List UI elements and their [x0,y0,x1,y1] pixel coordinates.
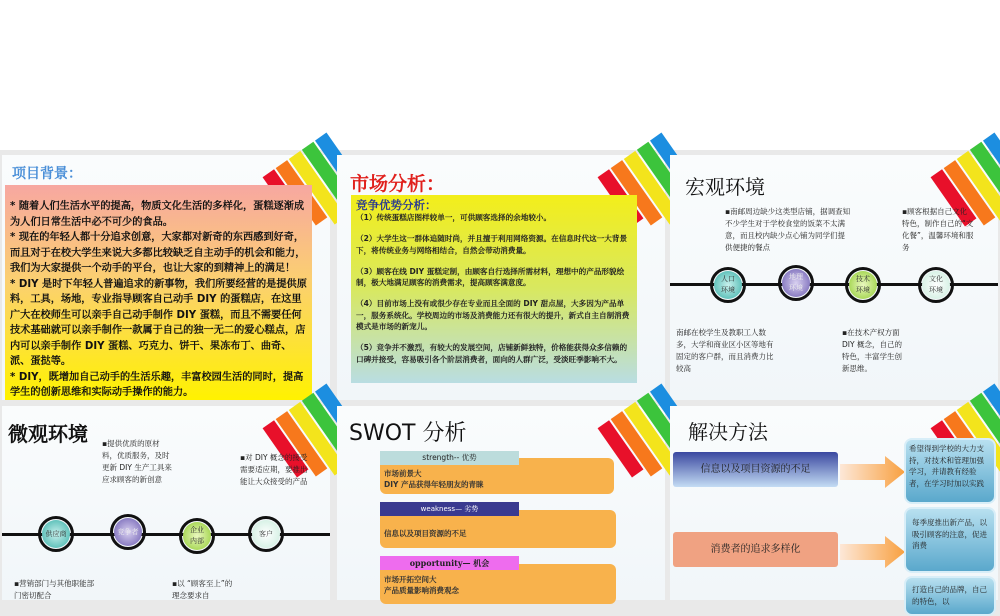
slide-thumbnail-3[interactable] [670,155,998,400]
subtitle: 竞争优势分析： [356,198,437,212]
content-box [351,195,637,383]
paragraph: * DIY 是时下年轻人普遍追求的新事物，我们所要经营的是提供原料，工具，场地，专业指导顾客自己动手 DIY 的蛋糕店，在这里广大在校师生可以亲手自己动手制作 DIY 蛋糕，而且不需要任何技术基础就可以亲手制作一款属于自己的独一无二的爱心糕点，店内可以亲手制作 DIY 蛋糕、巧克力、饼干、果冻布丁、曲奇、派、蛋挞等。 [10,278,307,367]
swot-box-strength: 市场前景大 DIY 产品获得年轻朋友的青睐 [380,458,614,494]
note: ▪南邮周边缺少这类型店铺，据调查知不少学生对于学校食堂的饭菜不太满意，而且校内缺少点心铺为同学们提供便捷的餐点 [725,207,851,252]
blank-top-area [0,0,1000,150]
list-item: （4）目前市场上没有或很少存在专业而且全面的 DIY 甜点屋，大多因为产品单一，服务系统化。学校周边的市场及消费能力还有很大的提升，新式自主自制消费模式是市场的新宠儿。 [356,299,630,332]
timeline-node: 技术 环境 [845,267,881,303]
note: ▪提供优质的原材料，优质服务，及时更新 DIY 生产工具来应求顾客的新创意 [102,439,172,484]
timeline-node: 企业 内部 [179,518,215,554]
note: ▪在技术产权方面 DIY 概念，自己的特色，丰富学生创新思维。 [842,328,902,373]
slide-title: 解决方法 [688,420,768,444]
note: ▪以 “顾客至上”的理念要求自 [172,579,233,600]
slide-thumbnail-2[interactable] [337,155,665,400]
list-item: （2）大学生这一群体追随时尚，并且擅于利用网络资源。在信息时代这一大背景下，将传统业务与网络相结合，自然会带动消费量。 [356,234,628,255]
swot-label-strength: strength-- 优势 [380,451,519,465]
slide-thumbnail-1[interactable] [2,155,330,400]
content-box [5,185,312,400]
list-item: （1）传统蛋糕店图样较单一，可供顾客选择的余地较小。 [356,213,552,222]
slide-title: SWOT 分析 [349,421,467,446]
slide-thumbnail-4[interactable] [2,406,330,600]
paragraph: * 随着人们生活水平的提高，物质文化生活的多样化，蛋糕逐渐成为人们日常生活中必不可少的食品。 [10,201,305,228]
paragraph: * 现在的年轻人都十分追求创意，大家都对新奇的东西感到好奇，而且对于在校大学生来说大多都比较缺乏自主动手的机会和能力，我们为大家提供一个动手的平台，也让大家的到精神上的满足！ [10,232,306,274]
problem-box: 消费者的追求多样化 [673,532,838,567]
list-item: （5）竞争并不激烈，有较大的发展空间，店铺新鲜独特，价格能获得众多信赖的口碑并接受，容易吸引各个阶层消费者，面向的人群广泛，受淡旺季影响不大。 [356,343,628,364]
paragraph: * DIY，既增加自己动手的生活乐趣，丰富校园生活的同时，提高学生的创新思维和实际动手操作的能力。 [10,371,304,398]
note: ▪营销部门与其他职能部门密切配合 [14,579,95,600]
arrow-right-icon [840,536,905,568]
slide-title: 微观环境 [8,422,88,446]
swot-label-opportunity: opportunity— 机会 [380,556,519,570]
timeline-node: 人口 环境 [710,267,746,303]
solution-box: 希望得到学校的大力支持，对技术和管理加强学习，并请教有经验者，在学习时加以实践 [904,438,996,504]
swot-label-weakness: weakness— 劣势 [380,502,519,516]
note: ▪顾客根据自己文化特色，制作自己的“文化餐”，温馨环境和服务 [902,207,974,252]
solution-box: 打造自己的品牌，自己的特色，以 [904,576,996,616]
solution-box: 每季度推出新产品，以吸引顾客的注意，促进消费 [904,507,996,573]
timeline-node: 地理 环境 [778,265,814,301]
swot-box-opportunity: 市场开拓空间大 产品质量影响消费观念 [380,564,616,604]
timeline-node: 供应商 [38,516,74,552]
slide-thumbnail-5[interactable] [337,406,665,600]
timeline-node: 竞争者 [110,514,146,550]
problem-box: 信息以及项目资源的不足 [673,452,838,487]
slide-title: 宏观环境 [685,175,765,199]
note: ▪对 DIY 概念的接受需要适应期，要推出能让大众接受的产品 [240,453,308,486]
swot-box-weakness: 信息以及项目资源的不足 [380,510,616,548]
slide-thumbnail-6[interactable] [670,406,998,606]
slide-title: 市场分析： [350,173,446,195]
note: 南邮在校学生及教职工人数多，大学和商业区小区等地有固定的客户群，而且消费力比较高 [676,328,774,373]
slide-title: 项目背景： [12,166,82,182]
arrow-right-icon [840,456,905,488]
timeline-node: 客户 [248,516,284,552]
timeline-node: 文化 环境 [918,267,954,303]
list-item: （3）顾客在线 DIY 蛋糕定制，由顾客自行选择所需材料，理想中的产品形貌绘制，极大地满足顾客的消费需求，提高顾客满意度。 [356,266,625,288]
